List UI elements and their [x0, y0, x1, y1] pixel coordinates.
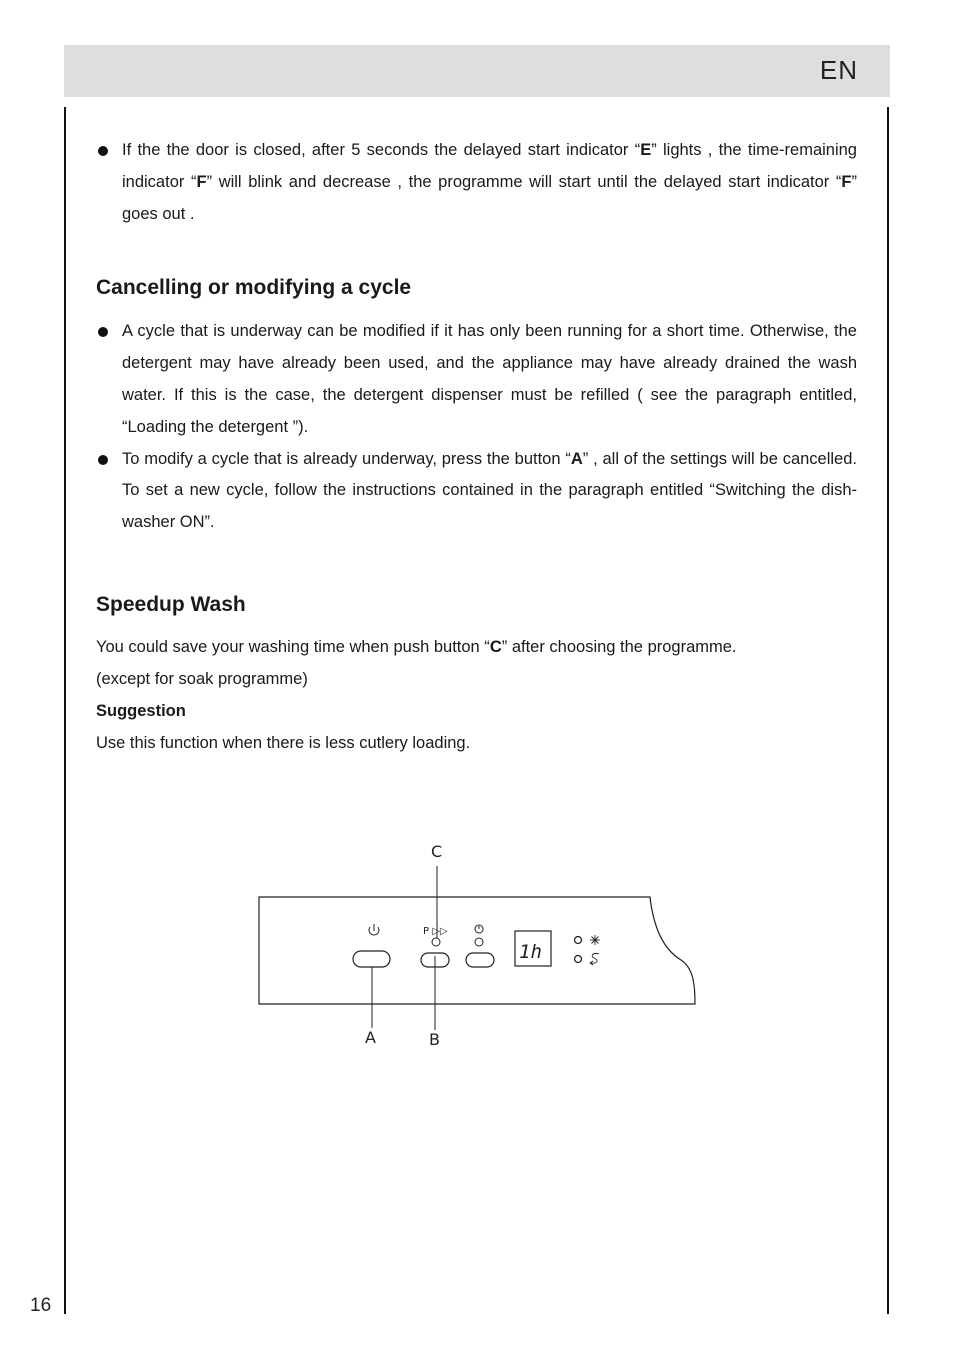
speedup-line-2: (except for soak programme): [96, 669, 308, 688]
left-margin-rule: [64, 107, 66, 1314]
cancel-bullet-2: [96, 444, 857, 539]
page-content: [96, 135, 857, 759]
text-span: If the the door is closed, after 5 seconds the delayed start indicator “: [122, 141, 641, 159]
panel-outline: [259, 897, 695, 1004]
text-span: ” after choosing the programme.: [501, 637, 737, 656]
salt-led: [575, 956, 582, 963]
power-icon: [369, 924, 379, 935]
cancel-bullet-1: A cycle that is underway can be modified if it has only been running for a short time. Otherwise, the detergent may have already been used, and the appliance may have already drained the wash water. If this is the case, the detergent dispenser must be refilled ( see the paragraph entitled, “Loading the detergent ”).: [96, 316, 857, 443]
suggestion-text: Use this function when there is less cutlery loading.: [96, 733, 471, 752]
label-c: C: [431, 842, 443, 861]
cancel-heading: Cancelling or modifying a cycle: [96, 276, 412, 300]
right-margin-rule: [887, 107, 889, 1314]
delay-led: [475, 938, 483, 946]
control-panel-figure: [255, 838, 700, 1053]
page-number: 16: [30, 1295, 52, 1316]
text-span: To modify a cycle that is already underway, press the button “: [122, 449, 571, 468]
sparkle-icon: [590, 935, 600, 945]
speedup-heading: Speedup Wash: [96, 592, 246, 616]
suggestion-label: Suggestion: [96, 701, 186, 720]
button-a-ref: A: [570, 449, 583, 468]
text-span: ” lights , the time-remaining indicator “: [122, 141, 857, 191]
program-led: [432, 938, 440, 946]
text-span: You could save your washing time when push button “: [96, 637, 490, 656]
language-code: EN: [819, 55, 858, 85]
header-bar: [64, 45, 890, 97]
indicator-f: F: [841, 172, 852, 191]
program-symbol: P ▷▷: [423, 926, 448, 937]
speedup-line-1: [96, 631, 857, 663]
power-button[interactable]: [353, 951, 390, 967]
control-panel-diagram: [255, 838, 700, 1053]
delay-icon: [475, 925, 483, 933]
text-span: ” will blink and decrease , the programme will start until the delayed start indicator “: [206, 172, 842, 191]
label-a: A: [365, 1028, 376, 1047]
indicator-e: E: [640, 141, 652, 159]
text-span: ” , all of the settings will be cancelled. To set a new cycle, follow the instructions contained in the paragraph entitled “Switching the dish-washer ON”.: [122, 449, 857, 532]
display-readout: 1h: [519, 941, 542, 963]
delay-button[interactable]: [466, 953, 494, 967]
label-b: B: [429, 1030, 440, 1049]
text-span: ” goes out .: [122, 172, 857, 223]
intro-bullet: [96, 135, 857, 230]
rinse-aid-led: [575, 937, 582, 944]
indicator-f: F: [196, 172, 207, 191]
button-c-ref: C: [489, 637, 502, 656]
salt-icon: [590, 953, 599, 965]
